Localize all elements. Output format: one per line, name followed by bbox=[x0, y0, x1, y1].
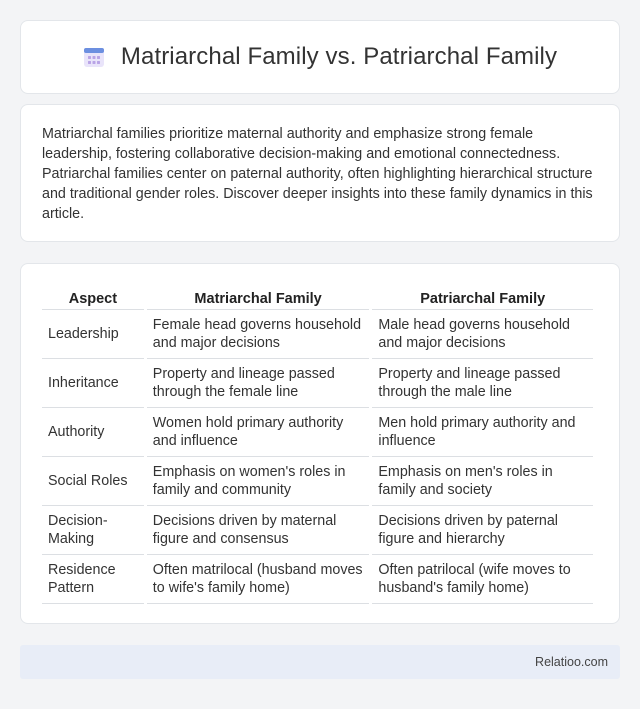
title-card bbox=[20, 20, 620, 94]
table-row bbox=[42, 408, 593, 457]
header-aspect: Aspect bbox=[42, 284, 144, 310]
matriarchal-cell: Decisions driven by maternal figure and consensus bbox=[147, 506, 370, 555]
aspect-cell: Residence Pattern bbox=[42, 555, 144, 604]
page-title: Matriarchal Family vs. Patriarchal Family bbox=[120, 43, 558, 70]
patriarchal-cell: Often patrilocal (wife moves to husband's family home) bbox=[372, 555, 593, 604]
table-header-row bbox=[42, 284, 593, 310]
matriarchal-cell: Women hold primary authority and influence bbox=[147, 408, 370, 457]
footer-source: Relatioo.com bbox=[535, 655, 608, 669]
table-row bbox=[42, 359, 593, 408]
aspect-cell: Leadership bbox=[42, 310, 144, 359]
comparison-card bbox=[20, 263, 620, 624]
table-row bbox=[42, 310, 593, 359]
table-row bbox=[42, 506, 593, 555]
aspect-cell: Inheritance bbox=[42, 359, 144, 408]
table-row bbox=[42, 457, 593, 506]
intro-card bbox=[20, 104, 620, 242]
aspect-cell: Social Roles bbox=[42, 457, 144, 506]
matriarchal-cell: Property and lineage passed through the female line bbox=[147, 359, 370, 408]
patriarchal-cell: Property and lineage passed through the male line bbox=[372, 359, 593, 408]
header-patriarchal: Patriarchal Family bbox=[372, 284, 593, 310]
matriarchal-cell: Emphasis on women's roles in family and community bbox=[147, 457, 370, 506]
table-row bbox=[42, 555, 593, 604]
footer-bar bbox=[20, 645, 620, 679]
patriarchal-cell: Decisions driven by paternal figure and hierarchy bbox=[372, 506, 593, 555]
calendar-icon bbox=[83, 46, 105, 68]
header-matriarchal: Matriarchal Family bbox=[147, 284, 370, 310]
patriarchal-cell: Emphasis on men's roles in family and society bbox=[372, 457, 593, 506]
patriarchal-cell: Men hold primary authority and influence bbox=[372, 408, 593, 457]
comparison-table bbox=[39, 284, 596, 604]
matriarchal-cell: Female head governs household and major decisions bbox=[147, 310, 370, 359]
title-wrap bbox=[83, 43, 557, 71]
aspect-cell: Decision-Making bbox=[42, 506, 144, 555]
patriarchal-cell: Male head governs household and major decisions bbox=[372, 310, 593, 359]
matriarchal-cell: Often matrilocal (husband moves to wife's family home) bbox=[147, 555, 370, 604]
intro-paragraph: Matriarchal families prioritize maternal authority and emphasize strong female leadership, fostering collaborative decision-making and emotional connectedness. Patriarchal families center on paternal authority, often highlighting hierarchical structure and traditional gender roles. Discover deeper insights into these family dynamics in this article. bbox=[42, 126, 593, 222]
aspect-cell: Authority bbox=[42, 408, 144, 457]
